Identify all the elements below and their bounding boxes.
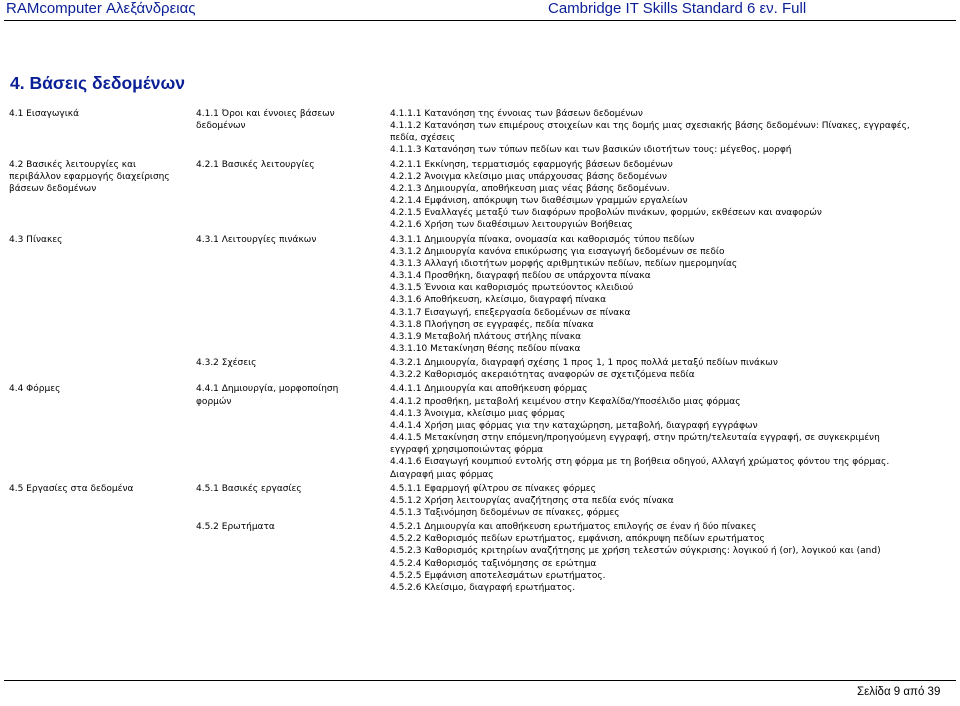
cell-line xyxy=(9,521,196,533)
module-cell xyxy=(8,108,196,157)
skill-line: 4.5.2.2 Καθορισμός πεδίων ερωτήματος, εμφάνιση, απόκρυψη πεδίων ερωτήματος xyxy=(390,534,765,545)
page-number: Σελίδα 9 από 39 xyxy=(857,686,941,698)
skill-cell xyxy=(390,521,954,594)
skill-line: 4.3.1.3 Αλλαγή ιδιοτήτων μορφής αριθμητικών πεδίων, πεδίων ημερομηνίας xyxy=(390,258,738,269)
page-title: 4. Βάσεις δεδομένων xyxy=(10,73,186,93)
syllabus-table xyxy=(8,108,954,594)
skill-cell xyxy=(390,234,954,356)
skill-line: 4.2.1.5 Εναλλαγές μεταξύ των διαφόρων προβολών πινάκων, φορμών, εκθέσεων και αναφορών xyxy=(390,208,822,219)
skill-line: 4.3.1.7 Εισαγωγή, επεξεργασία δεδομένων σε πίνακα xyxy=(390,307,631,318)
skill-line: 4.5.1.2 Χρήση λειτουργίας αναζήτησης στα πεδία ενός πίνακα xyxy=(390,495,674,506)
skill-cell xyxy=(390,357,954,381)
skill-line: 4.2.1.2 Άνοιγμα κλείσιμο μιας υπάρχουσας βάσης δεδομένων xyxy=(390,171,667,182)
cell-line: 4.5.2 Ερωτήματα xyxy=(196,522,275,533)
table-row xyxy=(8,108,954,157)
table-row xyxy=(8,357,954,381)
skill-line: 4.3.1.10 Μετακίνηση θέσης πεδίου πίνακα xyxy=(390,343,581,354)
skill-line: Διαγραφή μιας φόρμας xyxy=(390,469,494,480)
skill-line: πεδία, σχέσεις xyxy=(390,133,456,144)
cell-line: 4.2 Βασικές λειτουργίες και xyxy=(9,159,137,170)
skill-line: 4.3.1.9 Μεταβολή πλάτους στήλης πίνακα xyxy=(390,331,582,342)
cell-line: βάσεων δεδομένων xyxy=(9,183,97,194)
cell-line: δεδομένων xyxy=(196,121,246,132)
skill-line: 4.5.1.3 Ταξινόμηση δεδομένων σε πίνακες, φόρμες xyxy=(390,508,620,518)
skill-line: 4.1.1.2 Κατανόηση των επιμέρους στοιχείων και της δομής μιας σχεσιακής βάσης δεδομένων: Πίνακες, εγγραφές, xyxy=(390,121,910,132)
skill-cell xyxy=(390,108,954,157)
skill-line: 4.5.2.5 Εμφάνιση αποτελεσμάτων ερωτήματος. xyxy=(390,570,606,581)
module-cell xyxy=(8,483,196,519)
category-cell xyxy=(196,108,390,157)
module-cell xyxy=(8,159,196,232)
skill-line: 4.4.1.2 προσθήκη, μεταβολή κειμένου στην Κεφαλίδα/Υποσέλιδο μιας φόρμας xyxy=(390,396,741,407)
cell-line: 4.3.1 Λειτουργίες πινάκων xyxy=(196,234,317,245)
skill-line: 4.4.1.1 Δημιουργία και αποθήκευση φόρμας xyxy=(390,384,588,395)
skill-cell xyxy=(390,383,954,480)
header-org: RAMcomputer Αλεξάνδρειας xyxy=(6,0,196,17)
cell-line: 4.4.1 Δημιουργία, μορφοποίηση xyxy=(196,384,339,395)
module-cell xyxy=(8,357,196,381)
module-cell xyxy=(8,383,196,480)
skill-line: 4.1.1.1 Κατανόηση της έννοιας των βάσεων δεδομένων xyxy=(390,109,643,119)
skill-line: 4.4.1.3 Άνοιγμα, κλείσιμο μιας φόρμας xyxy=(390,408,566,419)
skill-line: 4.5.2.4 Καθορισμός ταξινόμησης σε ερώτημα xyxy=(390,558,597,569)
skill-line: 4.2.1.1 Εκκίνηση, τερματισμός εφαρμογής βάσεων δεδομένων xyxy=(390,159,673,170)
skill-line: 4.3.1.1 Δημιουργία πίνακα, ονομασία και καθορισμός τύπου πεδίων xyxy=(390,234,695,245)
table-row xyxy=(8,383,954,480)
cell-line: 4.5 Εργασίες στα δεδομένα xyxy=(9,483,134,494)
page-header xyxy=(0,0,960,20)
category-cell xyxy=(196,234,390,356)
skill-line: 4.5.2.1 Δημιουργία και αποθήκευση ερωτήματος επιλογής σε έναν ή δύο πίνακες xyxy=(390,522,757,533)
table-row xyxy=(8,159,954,232)
cell-line: περιβάλλον εφαρμογής διαχείρισης xyxy=(9,171,170,182)
skill-line: 4.3.1.5 Έννοια και καθορισμός πρωτεύοντος κλειδιού xyxy=(390,283,634,294)
skill-line: 4.3.1.2 Δημιουργία κανόνα επικύρωσης για εισαγωγή δεδομένων σε πεδίο xyxy=(390,246,725,257)
skill-line: 4.3.1.6 Αποθήκευση, κλείσιμο, διαγραφή πίνακα xyxy=(390,295,607,306)
cell-line: φορμών xyxy=(196,396,232,407)
cell-line: 4.5.1 Βασικές εργασίες xyxy=(196,483,302,494)
cell-line: 4.2.1 Βασικές λειτουργίες xyxy=(196,159,315,170)
skill-line: εγγραφή χρησιμοποιώντας φόρμα xyxy=(390,445,544,456)
skill-line: 4.2.1.6 Χρήση των διαθέσιμων λειτουργιών Βοήθειας xyxy=(390,220,633,231)
header-course: Cambridge IT Skills Standard 6 εν. Full xyxy=(548,0,807,17)
cell-line: 4.3.2 Σχέσεις xyxy=(196,358,257,369)
cell-line: 4.3 Πίνακες xyxy=(9,234,63,245)
cell-line: 4.1 Εισαγωγικά xyxy=(9,109,80,119)
skill-line: 4.3.1.4 Προσθήκη, διαγραφή πεδίου σε υπάρχοντα πίνακα xyxy=(390,271,651,282)
category-cell xyxy=(196,357,390,381)
cell-line: 4.4 Φόρμες xyxy=(9,384,61,395)
cell-line xyxy=(9,357,196,369)
skill-cell xyxy=(390,483,954,519)
skill-cell xyxy=(390,159,954,232)
category-cell xyxy=(196,483,390,519)
table-row xyxy=(8,234,954,356)
table-row xyxy=(8,483,954,519)
table-row xyxy=(8,521,954,594)
skill-line: 4.4.1.6 Εισαγωγή κουμπιού εντολής στη φόρμα με τη βοήθεια οδηγού, Αλλαγή χρώματος φόντου της φόρμας. xyxy=(390,457,890,468)
skill-line: 4.2.1.3 Δημιουργία, αποθήκευση μιας νέας βάσης δεδομένων. xyxy=(390,183,670,194)
skill-line: 4.3.2.2 Καθορισμός ακεραιότητας αναφορών σε σχετιζόμενα πεδία xyxy=(390,370,695,381)
skill-line: 4.4.1.5 Μετακίνηση στην επόμενη/προηγούμενη εγγραφή, στην πρώτη/τελευταία εγγραφή, σε συγκεκριμένη xyxy=(390,433,880,444)
module-cell xyxy=(8,234,196,356)
skill-line: 4.4.1.4 Χρήση μιας φόρμας για την καταχώρηση, μεταβολή, διαγραφή εγγράφων xyxy=(390,420,758,431)
skill-line: 4.5.2.6 Κλείσιμο, διαγραφή ερωτήματος. xyxy=(390,582,576,593)
skill-line: 4.5.1.1 Εφαρμογή φίλτρου σε πίνακες φόρμες xyxy=(390,483,596,494)
header-rule xyxy=(4,20,956,21)
category-cell xyxy=(196,383,390,480)
skill-line: 4.2.1.4 Εμφάνιση, απόκρυψη των διαθέσιμων γραμμών εργαλείων xyxy=(390,196,688,207)
cell-line: 4.1.1 Όροι και έννοιες βάσεων xyxy=(196,109,335,119)
footer-rule xyxy=(4,680,956,681)
category-cell xyxy=(196,159,390,232)
category-cell xyxy=(196,521,390,594)
module-cell xyxy=(8,521,196,594)
skill-line: 4.3.1.8 Πλοήγηση σε εγγραφές, πεδία πίνακα xyxy=(390,319,594,330)
skill-line: 4.3.2.1 Δημιουργία, διαγραφή σχέσης 1 προς 1, 1 προς πολλά μεταξύ πεδίων πινάκων xyxy=(390,358,778,369)
skill-line: 4.5.2.3 Καθορισμός κριτηρίων αναζήτησης με χρήση τελεστών σύγκρισης: λογικού ή (or), λογικού και (and) xyxy=(390,546,881,557)
skill-line: 4.1.1.3 Κατανόηση των τύπων πεδίων και των βασικών ιδιοτήτων τους: μέγεθος, μορφή xyxy=(390,145,792,156)
